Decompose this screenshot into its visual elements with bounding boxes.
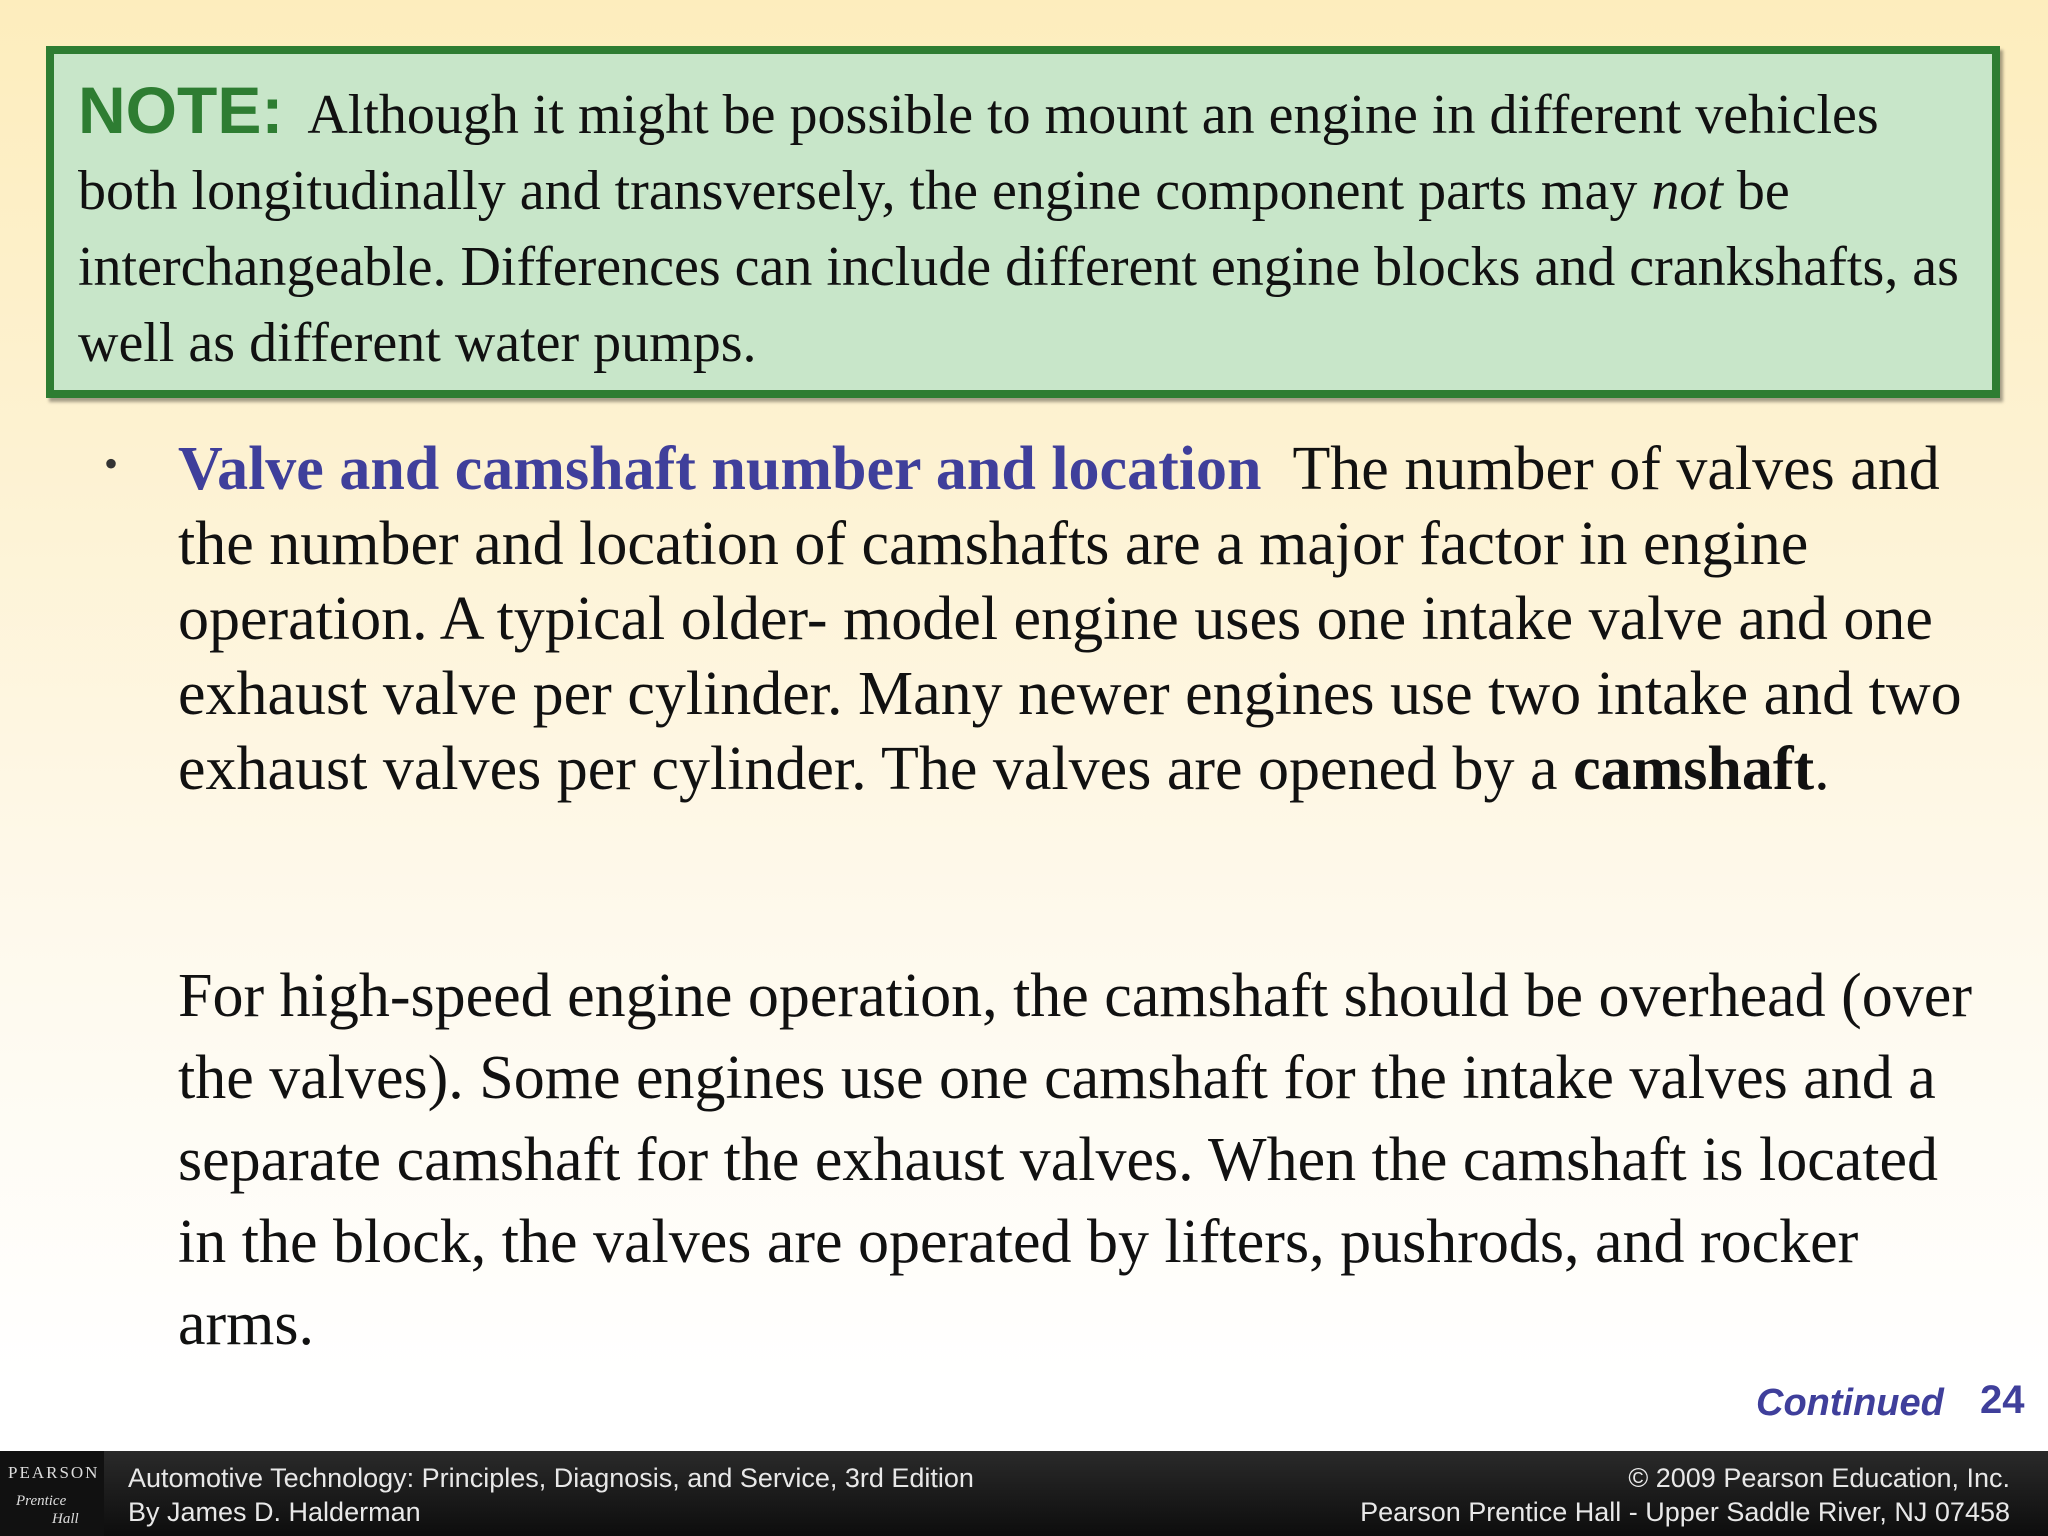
bullet-marker: • bbox=[104, 441, 119, 486]
footer-book-title: Automotive Technology: Principles, Diagnosis, and Service, 3rd Edition bbox=[128, 1463, 974, 1493]
note-box bbox=[46, 46, 2000, 398]
bullet-text-bold: camshaft bbox=[1573, 735, 1815, 803]
logo-hall-text: Hall bbox=[52, 1511, 79, 1527]
logo-prentice-text: Prentice bbox=[16, 1493, 67, 1509]
note-label: NOTE: bbox=[78, 73, 284, 147]
continued-label: Continued bbox=[1756, 1382, 1944, 1424]
footer-bar bbox=[0, 1451, 2048, 1536]
bullet-text-after: . bbox=[1814, 735, 1830, 803]
footer-author: By James D. Halderman bbox=[128, 1497, 421, 1527]
logo-pearson-text: PEARSON bbox=[8, 1463, 100, 1482]
note-text-before: Although it might be possible to mount an engine in different vehicles both longitudinally and transversely, the engine component parts may bbox=[78, 84, 1879, 222]
publisher-logo bbox=[0, 1451, 104, 1536]
footer-copyright: © 2009 Pearson Education, Inc. bbox=[1628, 1463, 2010, 1493]
page-number: 24 bbox=[1980, 1378, 2025, 1422]
note-text-emphasis: not bbox=[1651, 160, 1723, 222]
bullet-text-before: The number of valves and the number and location of camshafts are a major factor in engine operation. A typical older- model engine uses one intake valve and one exhaust valve per cylinder. Many newer engines use two intake and two exhaust valves per cylinder. The valves are opened by a bbox=[178, 435, 1962, 803]
bullet-heading: Valve and camshaft number and location bbox=[178, 435, 1262, 503]
footer-publisher: Pearson Prentice Hall - Upper Saddle River, NJ 07458 bbox=[1360, 1497, 2010, 1527]
bullet-paragraph bbox=[178, 432, 1998, 807]
note-text-after: be interchangeable. Differences can include different engine blocks and crankshafts, as well as different water pumps. bbox=[78, 160, 1959, 374]
second-paragraph: For high-speed engine operation, the camshaft should be overhead (over the valves). Some engines use one camshaft for the intake valves and a separate camshaft for the exhaust valves. When the camshaft is located in the block, the valves are operated by lifters, pushrods, and rocker arms. bbox=[178, 962, 1972, 1358]
